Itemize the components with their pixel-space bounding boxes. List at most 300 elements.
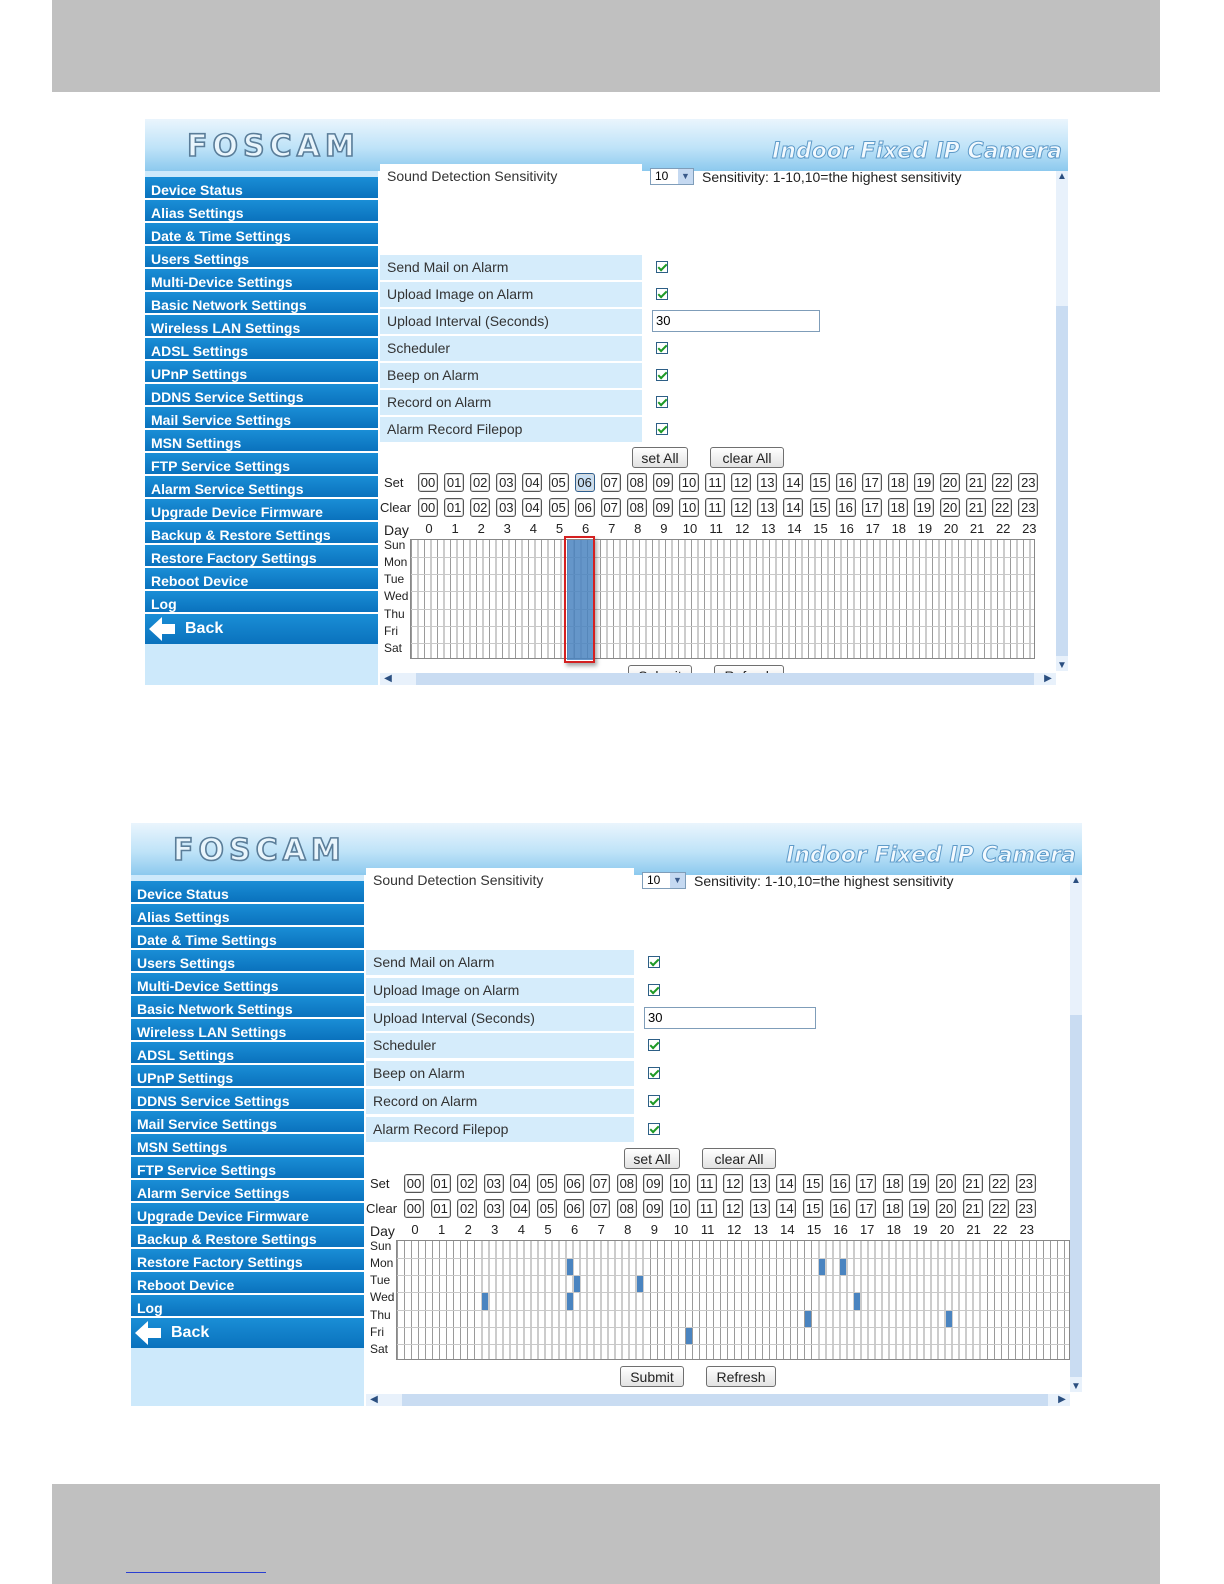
hour-label-0: 0 <box>411 1222 419 1237</box>
set-hour-23-button[interactable]: 23 <box>1016 1174 1036 1193</box>
day-label-thu: Thu <box>384 606 405 621</box>
set-hour-06-button[interactable]: 06 <box>575 473 595 492</box>
day-label-mon: Mon <box>370 1256 394 1271</box>
grid-row-line <box>411 643 1034 644</box>
set-hour-02-button[interactable]: 02 <box>457 1174 477 1193</box>
checkbox-alarm-record-filepop[interactable] <box>648 1123 660 1135</box>
form-label-upload-interval-seconds-: Upload Interval (Seconds) <box>366 1006 634 1031</box>
sidebar-item-upnp-settings[interactable]: UPnP Settings <box>131 1065 364 1088</box>
sidebar-item-wireless-lan-settings[interactable]: Wireless LAN Settings <box>131 1019 364 1042</box>
set-hour-04-button[interactable]: 04 <box>510 1174 530 1193</box>
highlight-box <box>564 536 595 663</box>
set-hour-12-button[interactable]: 12 <box>723 1174 743 1193</box>
selected-slot <box>567 1293 573 1309</box>
clear-hour-09-button[interactable]: 09 <box>643 1199 663 1218</box>
hour-label-19: 19 <box>913 1222 928 1237</box>
sidebar-item-log[interactable]: Log <box>131 1295 364 1318</box>
horizontal-scroll-thumb[interactable] <box>402 1394 1048 1406</box>
hour-label-22: 22 <box>992 1222 1008 1237</box>
sensitivity-label: Sound Detection Sensitivity <box>366 868 634 893</box>
hour-label-2: 2 <box>464 1222 472 1237</box>
selected-slot <box>574 1276 580 1292</box>
clear-hour-04-button[interactable]: 04 <box>510 1199 530 1218</box>
clear-hour-12-button[interactable]: 12 <box>731 498 751 517</box>
checkbox-scheduler[interactable] <box>656 342 668 354</box>
clear-hour-17-button[interactable]: 17 <box>856 1199 876 1218</box>
chevron-down-icon: ▼ <box>670 873 685 888</box>
set-hour-09-button[interactable]: 09 <box>653 473 673 492</box>
hour-label-4: 4 <box>529 521 537 536</box>
back-button[interactable] <box>131 1318 364 1348</box>
settings-panel <box>380 168 1068 685</box>
hour-label-13: 13 <box>761 521 776 536</box>
hour-label-12: 12 <box>734 521 750 536</box>
clear-hour-07-button[interactable]: 07 <box>590 1199 610 1218</box>
set-hour-10-button[interactable]: 10 <box>670 1174 690 1193</box>
day-label-sun: Sun <box>384 538 406 552</box>
clear-hour-23-button[interactable]: 23 <box>1016 1199 1036 1218</box>
grid-row-line <box>397 1327 1069 1328</box>
set-hour-05-button[interactable]: 05 <box>549 473 569 492</box>
hour-label-9: 9 <box>660 521 668 536</box>
set-hour-07-button[interactable]: 07 <box>590 1174 610 1193</box>
clear-hour-02-button[interactable]: 02 <box>457 1199 477 1218</box>
day-label-fri: Fri <box>384 623 398 638</box>
hour-label-18: 18 <box>886 1222 902 1237</box>
upload-interval-input[interactable] <box>652 310 820 332</box>
grid-row-line <box>397 1292 1069 1293</box>
set-hour-20-button[interactable]: 20 <box>940 473 960 492</box>
scroll-right-icon[interactable]: ▶ <box>1058 1394 1066 1405</box>
set-hour-19-button[interactable]: 19 <box>909 1174 929 1193</box>
sidebar-item-ftp-service-settings[interactable]: FTP Service Settings <box>145 453 378 476</box>
sensitivity-select[interactable] <box>642 872 686 889</box>
hour-label-1: 1 <box>437 1222 446 1237</box>
sidebar-menu <box>145 171 378 685</box>
sidebar-item-alias-settings[interactable]: Alias Settings <box>131 904 364 927</box>
clear-hour-03-button[interactable]: 03 <box>496 498 516 517</box>
form-label-upload-image-on-alarm: Upload Image on Alarm <box>380 282 642 307</box>
sidebar-item-restore-factory-settings[interactable]: Restore Factory Settings <box>145 545 378 568</box>
set-hour-20-button[interactable]: 20 <box>936 1174 956 1193</box>
hour-label-14: 14 <box>787 521 802 536</box>
hour-label-11: 11 <box>700 1222 715 1237</box>
sidebar-item-reboot-device[interactable]: Reboot Device <box>145 568 378 591</box>
sidebar-item-upgrade-device-firmware[interactable]: Upgrade Device Firmware <box>131 1203 364 1226</box>
clear-hour-10-button[interactable]: 10 <box>679 498 699 517</box>
checkbox-alarm-record-filepop[interactable] <box>656 423 668 435</box>
hour-label-7: 7 <box>608 521 616 536</box>
sidebar-item-multi-device-settings[interactable]: Multi-Device Settings <box>145 269 378 292</box>
set-hour-08-button[interactable]: 08 <box>617 1174 637 1193</box>
clear-hour-20-button[interactable]: 20 <box>940 498 960 517</box>
back-label: Back <box>185 620 224 637</box>
sidebar-item-mail-service-settings[interactable]: Mail Service Settings <box>131 1111 364 1134</box>
back-button[interactable] <box>145 614 378 644</box>
set-row-label: Set <box>370 1176 390 1191</box>
clear-row-label: Clear <box>380 500 412 515</box>
day-row-label: Day <box>370 1223 395 1239</box>
camera-settings-screenshot <box>131 823 1082 1406</box>
clear-hour-14-button[interactable]: 14 <box>783 498 803 517</box>
day-label-tue: Tue <box>384 572 405 587</box>
sidebar-item-users-settings[interactable]: Users Settings <box>145 246 378 269</box>
back-arrow-icon <box>135 1321 161 1345</box>
checkbox-scheduler[interactable] <box>648 1039 660 1051</box>
set-hour-07-button[interactable]: 07 <box>601 473 621 492</box>
form-label-scheduler: Scheduler <box>366 1033 634 1058</box>
chevron-down-icon: ▼ <box>678 169 693 184</box>
set-hour-01-button[interactable]: 01 <box>444 473 464 492</box>
set-hour-03-button[interactable]: 03 <box>484 1174 504 1193</box>
clear-hour-16-button[interactable]: 16 <box>836 498 856 517</box>
selected-slot <box>637 1276 643 1292</box>
set-hour-16-button[interactable]: 16 <box>830 1174 850 1193</box>
clear-hour-18-button[interactable]: 18 <box>888 498 908 517</box>
selected-slot <box>805 1311 811 1327</box>
form-label-alarm-record-filepop: Alarm Record Filepop <box>380 417 642 442</box>
scroll-up-icon[interactable]: ▲ <box>1071 875 1081 886</box>
hour-label-3: 3 <box>503 521 511 536</box>
back-label: Back <box>171 1324 210 1341</box>
sidebar-item-device-status[interactable]: Device Status <box>131 881 364 904</box>
vertical-scroll-thumb[interactable] <box>1056 306 1068 656</box>
hour-label-17: 17 <box>859 1222 875 1237</box>
clear-hour-05-button[interactable]: 05 <box>549 498 569 517</box>
sidebar-item-msn-settings[interactable]: MSN Settings <box>145 430 378 453</box>
set-hour-23-button[interactable]: 23 <box>1018 473 1038 492</box>
sidebar-menu <box>131 875 364 1406</box>
clear-hour-07-button[interactable]: 07 <box>601 498 621 517</box>
scroll-up-icon[interactable]: ▲ <box>1057 171 1067 182</box>
hour-label-22: 22 <box>995 521 1011 536</box>
checkbox-send-mail-on-alarm[interactable] <box>656 261 668 273</box>
checkbox-upload-image-on-alarm[interactable] <box>656 288 668 300</box>
hour-label-19: 19 <box>917 521 933 536</box>
sensitivity-select[interactable] <box>650 168 694 185</box>
set-all-button[interactable]: set All <box>632 447 688 468</box>
grid-row-line <box>411 557 1034 558</box>
hour-label-23: 23 <box>1019 1222 1035 1237</box>
clear-hour-00-button[interactable]: 00 <box>418 498 438 517</box>
hour-label-10: 10 <box>682 521 698 536</box>
page-header-bar <box>52 0 1160 92</box>
clear-hour-23-button[interactable]: 23 <box>1018 498 1038 517</box>
set-hour-22-button[interactable]: 22 <box>989 1174 1009 1193</box>
sidebar-item-date-time-settings[interactable]: Date & Time Settings <box>131 927 364 950</box>
set-hour-12-button[interactable]: 12 <box>731 473 751 492</box>
set-hour-02-button[interactable]: 02 <box>470 473 490 492</box>
hour-label-5: 5 <box>544 1222 552 1237</box>
clear-hour-09-button[interactable]: 09 <box>653 498 673 517</box>
hour-label-14: 14 <box>780 1222 795 1237</box>
sidebar-item-alarm-service-settings[interactable]: Alarm Service Settings <box>131 1180 364 1203</box>
day-label-sat: Sat <box>370 1341 389 1356</box>
sidebar-item-reboot-device[interactable]: Reboot Device <box>131 1272 364 1295</box>
scroll-left-icon[interactable]: ◀ <box>370 1394 378 1405</box>
hour-label-7: 7 <box>597 1222 605 1237</box>
set-hour-15-button[interactable]: 15 <box>810 473 830 492</box>
selected-slot <box>567 1259 573 1275</box>
form-label-send-mail-on-alarm: Send Mail on Alarm <box>380 255 642 280</box>
selected-slot <box>482 1293 488 1309</box>
vertical-scrollbar[interactable] <box>1070 875 1082 1392</box>
set-hour-14-button[interactable]: 14 <box>783 473 803 492</box>
set-hour-15-button[interactable]: 15 <box>803 1174 823 1193</box>
clear-hour-14-button[interactable]: 14 <box>776 1199 796 1218</box>
set-row-label: Set <box>384 475 404 490</box>
clear-hour-21-button[interactable]: 21 <box>966 498 986 517</box>
clear-hour-17-button[interactable]: 17 <box>862 498 882 517</box>
sidebar-item-wireless-lan-settings[interactable]: Wireless LAN Settings <box>145 315 378 338</box>
selected-slot <box>840 1259 846 1275</box>
clear-hour-15-button[interactable]: 15 <box>803 1199 823 1218</box>
grid-row-line <box>397 1344 1069 1345</box>
form-label-upload-interval-seconds-: Upload Interval (Seconds) <box>380 309 642 334</box>
set-hour-09-button[interactable]: 09 <box>643 1174 663 1193</box>
day-label-thu: Thu <box>370 1307 391 1322</box>
hour-label-13: 13 <box>753 1222 769 1237</box>
sidebar-item-device-status[interactable]: Device Status <box>145 177 378 200</box>
clear-hour-08-button[interactable]: 08 <box>617 1199 637 1218</box>
set-hour-01-button[interactable]: 01 <box>431 1174 451 1193</box>
clear-hour-19-button[interactable]: 19 <box>914 498 934 517</box>
scroll-down-icon[interactable]: ▼ <box>1071 1381 1081 1392</box>
clear-hour-08-button[interactable]: 08 <box>627 498 647 517</box>
hour-label-12: 12 <box>726 1222 742 1237</box>
back-arrow-icon <box>149 617 175 641</box>
product-title: Indoor Fixed IP Camera <box>786 843 1076 868</box>
hour-label-9: 9 <box>650 1222 658 1237</box>
set-hour-10-button[interactable]: 10 <box>679 473 699 492</box>
checkbox-record-on-alarm[interactable] <box>648 1095 660 1107</box>
sidebar-item-multi-device-settings[interactable]: Multi-Device Settings <box>131 973 364 996</box>
sidebar-item-ddns-service-settings[interactable]: DDNS Service Settings <box>131 1088 364 1111</box>
checkbox-beep-on-alarm[interactable] <box>656 369 668 381</box>
clear-hour-16-button[interactable]: 16 <box>830 1199 850 1218</box>
clear-hour-22-button[interactable]: 22 <box>992 498 1012 517</box>
foscam-logo: FOSCAM <box>173 833 346 868</box>
clear-hour-06-button[interactable]: 06 <box>575 498 595 517</box>
set-hour-08-button[interactable]: 08 <box>627 473 647 492</box>
hour-label-1: 1 <box>451 521 459 536</box>
grid-row-line <box>397 1310 1069 1311</box>
hour-label-0: 0 <box>425 521 433 536</box>
horizontal-scroll-thumb[interactable] <box>416 673 1034 685</box>
day-label-tue: Tue <box>370 1273 391 1288</box>
selected-slot <box>854 1293 860 1309</box>
set-hour-14-button[interactable]: 14 <box>776 1174 796 1193</box>
set-hour-03-button[interactable]: 03 <box>496 473 516 492</box>
clear-hour-03-button[interactable]: 03 <box>484 1199 504 1218</box>
form-label-alarm-record-filepop: Alarm Record Filepop <box>366 1117 634 1142</box>
grid-row-line <box>411 626 1034 627</box>
selected-slot <box>946 1311 952 1327</box>
hour-label-16: 16 <box>833 1222 848 1237</box>
clear-hour-11-button[interactable]: 11 <box>705 498 725 517</box>
hour-label-3: 3 <box>491 1222 499 1237</box>
day-label-fri: Fri <box>370 1324 384 1339</box>
sensitivity-hint: Sensitivity: 1-10,10=the highest sensitivity <box>702 169 962 185</box>
sidebar-item-msn-settings[interactable]: MSN Settings <box>131 1134 364 1157</box>
clear-all-button[interactable]: clear All <box>702 1148 776 1169</box>
sidebar-item-mail-service-settings[interactable]: Mail Service Settings <box>145 407 378 430</box>
hour-label-18: 18 <box>891 521 907 536</box>
hour-label-2: 2 <box>477 521 485 536</box>
horizontal-scrollbar[interactable] <box>366 1394 1070 1406</box>
sidebar-item-basic-network-settings[interactable]: Basic Network Settings <box>145 292 378 315</box>
form-label-record-on-alarm: Record on Alarm <box>366 1089 634 1114</box>
settings-panel <box>366 872 1082 1406</box>
set-hour-21-button[interactable]: 21 <box>966 473 986 492</box>
sidebar-item-users-settings[interactable]: Users Settings <box>131 950 364 973</box>
set-hour-17-button[interactable]: 17 <box>862 473 882 492</box>
upload-interval-input[interactable] <box>644 1007 816 1029</box>
clear-hour-00-button[interactable]: 00 <box>404 1199 424 1218</box>
checkbox-record-on-alarm[interactable] <box>656 396 668 408</box>
refresh-button[interactable]: Refresh <box>706 1366 776 1387</box>
scroll-down-icon[interactable]: ▼ <box>1057 660 1067 671</box>
hour-label-5: 5 <box>555 521 564 536</box>
set-hour-04-button[interactable]: 04 <box>522 473 542 492</box>
clear-hour-10-button[interactable]: 10 <box>670 1199 690 1218</box>
selected-slot <box>819 1259 825 1275</box>
vertical-scroll-thumb[interactable] <box>1070 1015 1082 1377</box>
grid-row-line <box>397 1258 1069 1259</box>
clear-hour-11-button[interactable]: 11 <box>697 1199 717 1218</box>
hour-label-6: 6 <box>570 1222 579 1237</box>
clear-hour-12-button[interactable]: 12 <box>723 1199 743 1218</box>
day-label-sat: Sat <box>384 640 403 655</box>
set-hour-06-button[interactable]: 06 <box>564 1174 584 1193</box>
hour-label-17: 17 <box>865 521 880 536</box>
sidebar-item-date-time-settings[interactable]: Date & Time Settings <box>145 223 378 246</box>
form-label-upload-image-on-alarm: Upload Image on Alarm <box>366 978 634 1003</box>
clear-hour-02-button[interactable]: 02 <box>470 498 490 517</box>
set-hour-00-button[interactable]: 00 <box>418 473 438 492</box>
grid-row-line <box>397 1275 1069 1276</box>
day-label-wed: Wed <box>370 1290 395 1305</box>
clear-hour-19-button[interactable]: 19 <box>909 1199 929 1218</box>
set-hour-11-button[interactable]: 11 <box>705 473 725 492</box>
clear-hour-22-button[interactable]: 22 <box>989 1199 1009 1218</box>
hour-label-11: 11 <box>709 521 723 536</box>
camera-settings-screenshot <box>145 119 1068 685</box>
horizontal-scrollbar[interactable] <box>380 673 1056 685</box>
set-hour-19-button[interactable]: 19 <box>914 473 934 492</box>
day-label-wed: Wed <box>384 589 409 604</box>
hour-label-10: 10 <box>673 1222 689 1237</box>
set-hour-18-button[interactable]: 18 <box>883 1174 903 1193</box>
hour-label-8: 8 <box>634 521 642 536</box>
set-hour-00-button[interactable]: 00 <box>404 1174 424 1193</box>
checkbox-send-mail-on-alarm[interactable] <box>648 956 660 968</box>
clear-hour-21-button[interactable]: 21 <box>963 1199 983 1218</box>
submit-button[interactable]: Submit <box>620 1366 684 1387</box>
clear-hour-15-button[interactable]: 15 <box>810 498 830 517</box>
sidebar-item-alarm-service-settings[interactable]: Alarm Service Settings <box>145 476 378 499</box>
set-all-button[interactable]: set All <box>624 1148 680 1169</box>
sidebar-item-upnp-settings[interactable]: UPnP Settings <box>145 361 378 384</box>
set-hour-13-button[interactable]: 13 <box>757 473 777 492</box>
set-hour-18-button[interactable]: 18 <box>888 473 908 492</box>
form-label-send-mail-on-alarm: Send Mail on Alarm <box>366 950 634 975</box>
set-hour-16-button[interactable]: 16 <box>836 473 856 492</box>
set-hour-13-button[interactable]: 13 <box>750 1174 770 1193</box>
clear-hour-20-button[interactable]: 20 <box>936 1199 956 1218</box>
form-label-scheduler: Scheduler <box>380 336 642 361</box>
hour-label-15: 15 <box>813 521 828 536</box>
scroll-right-icon[interactable]: ▶ <box>1044 673 1052 684</box>
form-label-beep-on-alarm: Beep on Alarm <box>366 1061 634 1086</box>
sensitivity-hint: Sensitivity: 1-10,10=the highest sensitivity <box>694 873 954 889</box>
set-hour-11-button[interactable]: 11 <box>697 1174 717 1193</box>
day-label-mon: Mon <box>384 555 408 570</box>
vertical-scrollbar[interactable] <box>1056 171 1068 671</box>
sidebar-item-backup-restore-settings[interactable]: Backup & Restore Settings <box>131 1226 364 1249</box>
day-label-sun: Sun <box>370 1239 392 1253</box>
set-hour-21-button[interactable]: 21 <box>963 1174 983 1193</box>
clear-hour-06-button[interactable]: 06 <box>564 1199 584 1218</box>
sidebar-item-basic-network-settings[interactable]: Basic Network Settings <box>131 996 364 1019</box>
hour-label-21: 21 <box>969 521 985 536</box>
sensitivity-value: 10 <box>655 169 669 183</box>
day-row-label: Day <box>384 522 409 538</box>
sensitivity-label: Sound Detection Sensitivity <box>380 164 642 189</box>
set-hour-05-button[interactable]: 05 <box>537 1174 557 1193</box>
clear-hour-01-button[interactable]: 01 <box>431 1199 451 1218</box>
sidebar-item-backup-restore-settings[interactable]: Backup & Restore Settings <box>145 522 378 545</box>
sensitivity-value: 10 <box>647 873 661 887</box>
sidebar-item-adsl-settings[interactable]: ADSL Settings <box>131 1042 364 1065</box>
footer-link-underline <box>126 1572 266 1573</box>
sidebar-item-upgrade-device-firmware[interactable]: Upgrade Device Firmware <box>145 499 378 522</box>
sidebar-item-alias-settings[interactable]: Alias Settings <box>145 200 378 223</box>
sidebar-item-log[interactable]: Log <box>145 591 378 614</box>
hour-label-20: 20 <box>943 521 959 536</box>
grid-row-line <box>411 609 1034 610</box>
clear-hour-01-button[interactable]: 01 <box>444 498 464 517</box>
foscam-logo: FOSCAM <box>187 129 360 164</box>
clear-hour-05-button[interactable]: 05 <box>537 1199 557 1218</box>
set-hour-17-button[interactable]: 17 <box>856 1174 876 1193</box>
form-label-beep-on-alarm: Beep on Alarm <box>380 363 642 388</box>
set-hour-22-button[interactable]: 22 <box>992 473 1012 492</box>
product-title: Indoor Fixed IP Camera <box>772 139 1062 164</box>
selected-slot <box>686 1328 692 1344</box>
hour-label-23: 23 <box>1022 521 1037 536</box>
hour-label-15: 15 <box>806 1222 822 1237</box>
clear-hour-13-button[interactable]: 13 <box>757 498 777 517</box>
sidebar-item-restore-factory-settings[interactable]: Restore Factory Settings <box>131 1249 364 1272</box>
checkbox-beep-on-alarm[interactable] <box>648 1067 660 1079</box>
clear-hour-18-button[interactable]: 18 <box>883 1199 903 1218</box>
sidebar-item-ftp-service-settings[interactable]: FTP Service Settings <box>131 1157 364 1180</box>
clear-hour-13-button[interactable]: 13 <box>750 1199 770 1218</box>
scroll-left-icon[interactable]: ◀ <box>384 673 392 684</box>
sidebar-item-adsl-settings[interactable]: ADSL Settings <box>145 338 378 361</box>
schedule-grid[interactable] <box>396 1240 1070 1360</box>
hour-label-16: 16 <box>839 521 854 536</box>
sidebar-item-ddns-service-settings[interactable]: DDNS Service Settings <box>145 384 378 407</box>
checkbox-upload-image-on-alarm[interactable] <box>648 984 660 996</box>
clear-row-label: Clear <box>366 1201 398 1216</box>
schedule-grid[interactable] <box>410 539 1035 659</box>
hour-label-20: 20 <box>939 1222 955 1237</box>
clear-hour-04-button[interactable]: 04 <box>522 498 542 517</box>
clear-all-button[interactable]: clear All <box>710 447 784 468</box>
grid-row-line <box>411 591 1034 592</box>
